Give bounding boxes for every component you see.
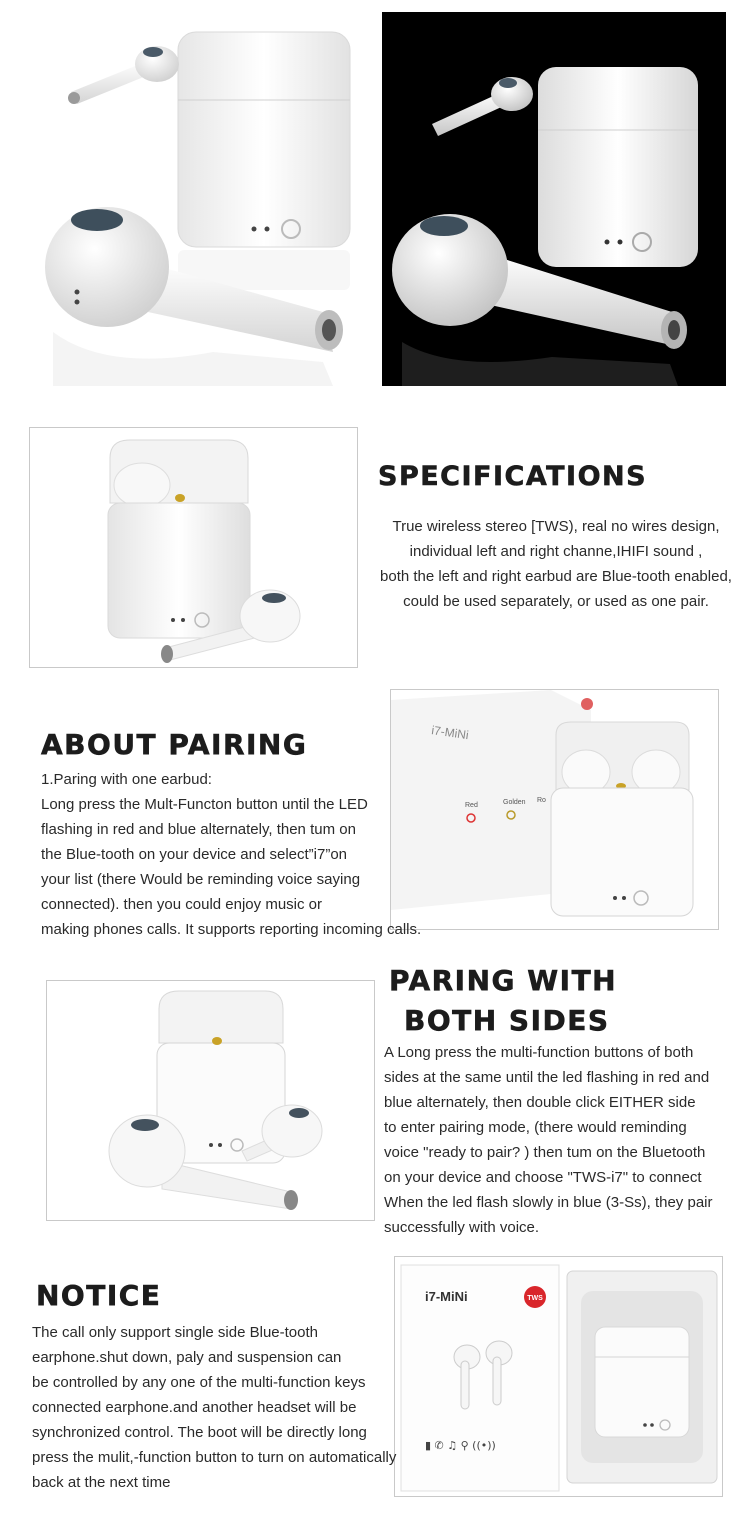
pairing-both-line: sides at the same until the led flashing in red and (384, 1069, 710, 1086)
notice-title: NOTICE (36, 1279, 162, 1312)
pairing-line: making phones calls. It supports reporting incoming calls. (41, 921, 422, 938)
notice-line: press the mulit,-function button to turn on automatically (32, 1449, 397, 1466)
svg-text:▮ ✆ ♫ ⚲ ((•)): ▮ ✆ ♫ ⚲ ((•)) (425, 1439, 496, 1452)
pairing-line: your list (there Would be reminding voice saying (41, 871, 361, 888)
specifications-title: SPECIFICATIONS (378, 461, 648, 492)
pairing-both-title-line2: BOTH SIDES (404, 1004, 610, 1037)
pairing-line: Long press the Mult-Functon button until the LED (41, 796, 368, 813)
pairing-both-line: blue alternately, then double click EITHER side (384, 1094, 696, 1111)
led-label-golden: Golden (503, 799, 526, 806)
tws-badge-text: TWS (527, 1295, 543, 1302)
notice-line: be controlled by any one of the multi-function keys (32, 1374, 366, 1391)
photo-retail-box (394, 1256, 723, 1497)
spec-line: could be used separately, or used as one pair. (403, 593, 709, 610)
spec-line: individual left and right channe,IHIFI sound , (409, 543, 703, 560)
notice-line: The call only support single side Blue-tooth (32, 1324, 318, 1341)
pairing-both-text (384, 1040, 750, 1240)
pairing-both-line: A Long press the multi-function buttons of both (384, 1044, 694, 1061)
hero-photo-black (382, 12, 726, 386)
notice-line: earphone.shut down, paly and suspension can (32, 1349, 342, 1366)
pairing-line: connected). then you could enjoy music or (41, 896, 322, 913)
notice-text (32, 1320, 432, 1495)
specifications-text (362, 514, 750, 614)
photo-case-two-earbuds (46, 980, 375, 1221)
pairing-line: 1.Paring with one earbud: (41, 771, 212, 788)
case-two-earbuds-illustration (47, 981, 375, 1221)
pairing-both-line: successfully with voice. (384, 1219, 540, 1236)
about-pairing-title: ABOUT PAIRING (41, 728, 308, 761)
pairing-both-line: When the led flash slowly in blue (3-Ss), they pair (384, 1194, 713, 1211)
pairing-line: the Blue-tooth on your device and select”i7”on (41, 846, 348, 863)
earbuds-case-illustration-dark (382, 12, 726, 386)
open-case-illustration (30, 428, 358, 668)
led-label-red: Red (465, 802, 478, 809)
hero-photo-white (33, 12, 375, 386)
pairing-both-line: to enter pairing mode, (there would reminding (384, 1119, 687, 1136)
earbuds-case-illustration (33, 12, 375, 386)
photo-open-case-one-earbud (29, 427, 358, 668)
led-label-ro: Ro (537, 797, 546, 804)
pairing-both-line: on your device and choose "TWS-i7" to connect (384, 1169, 702, 1186)
notice-line: synchronized control. The boot will be directly long (32, 1424, 367, 1441)
spec-line: True wireless stereo [TWS), real no wires design, (392, 518, 720, 535)
pairing-both-line: voice "ready to pair? ) then tum on the Bluetooth (384, 1144, 706, 1161)
svg-text:i7-MiNi: i7-MiNi (430, 723, 470, 743)
about-pairing-text (41, 767, 461, 942)
pairing-both-title-line1: PARING WITH (389, 964, 618, 997)
pairing-line: flashing in red and blue alternately, then tum on (41, 821, 356, 838)
retail-box-illustration (395, 1257, 723, 1497)
spec-line: both the left and right earbud are Blue-tooth enabled, (380, 568, 732, 585)
notice-line: back at the next time (32, 1474, 171, 1491)
notice-line: connected earphone.and another headset will be (32, 1399, 357, 1416)
box-brand-text: i7-MiNi (425, 1289, 468, 1304)
